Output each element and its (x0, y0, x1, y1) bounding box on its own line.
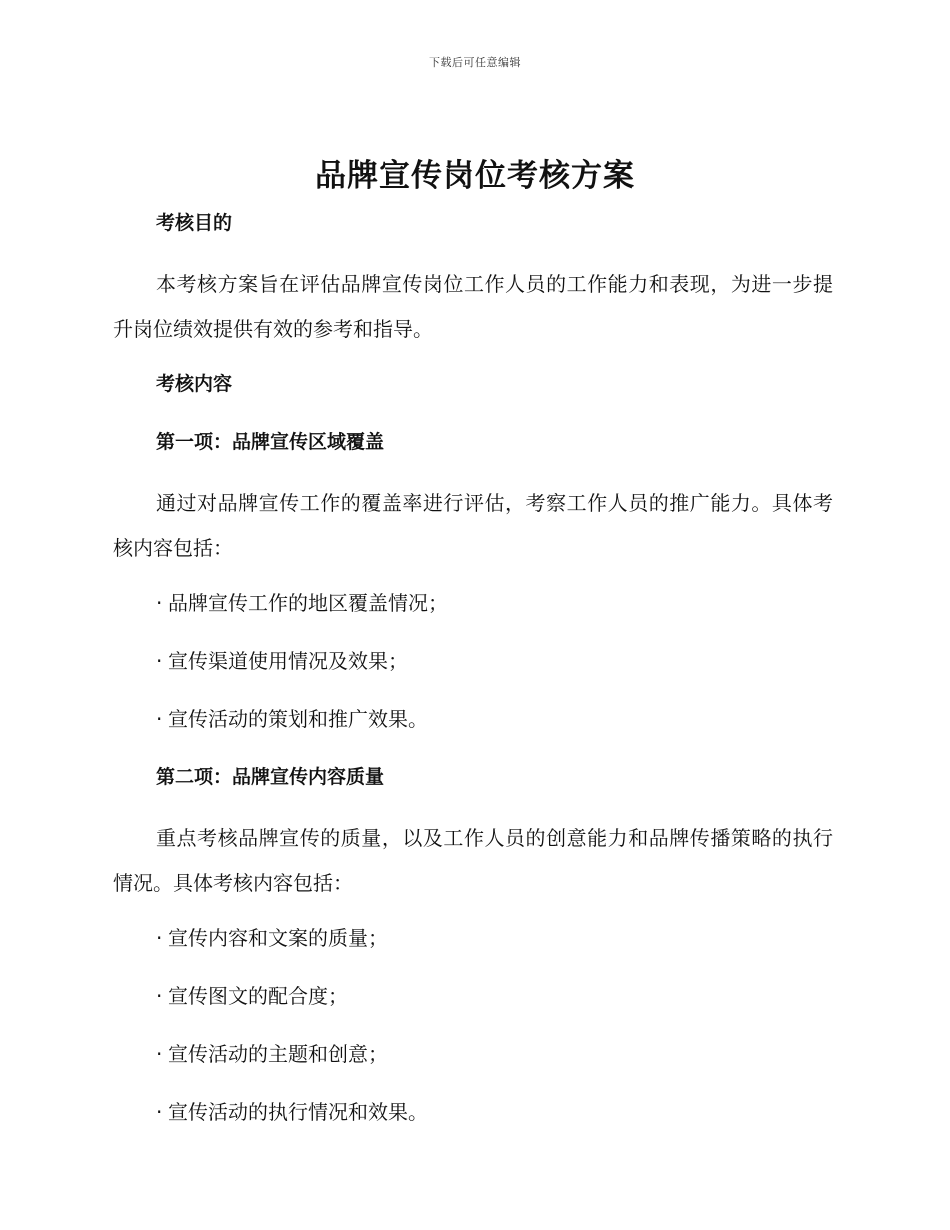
list-item (113, 919, 833, 957)
list-item (113, 1035, 833, 1073)
document-title: 品牌宣传岗位考核方案 (315, 158, 635, 194)
purpose-paragraph: 本考核方案旨在评估品牌宣传岗位工作人员的工作能力和表现，为进一步提升岗位绩效提供有效的参考和指导。 (113, 272, 833, 341)
list-item (113, 977, 833, 1015)
bullet-dot: · (156, 707, 163, 731)
section-heading-content: 考核内容 (156, 373, 233, 395)
bullet-dot: · (156, 649, 163, 673)
list-item (113, 584, 833, 622)
list-item-text: 宣传图文的配合度； (168, 984, 348, 1008)
item1-heading: 第一项：品牌宣传区域覆盖 (156, 431, 385, 453)
bullet-dot: · (156, 591, 163, 615)
document-body (113, 204, 833, 1151)
item2-paragraph: 重点考核品牌宣传的质量，以及工作人员的创意能力和品牌传播策略的执行情况。具体考核内容包括： (113, 826, 833, 895)
list-item-text: 品牌宣传工作的地区覆盖情况； (168, 591, 448, 615)
section-heading-purpose: 考核目的 (156, 212, 233, 234)
list-item-text: 宣传活动的执行情况和效果。 (168, 1100, 428, 1124)
page-header-note: 下载后可任意编辑 (429, 56, 521, 69)
bullet-dot: · (156, 1100, 163, 1124)
list-item-text: 宣传渠道使用情况及效果； (168, 649, 408, 673)
list-item (113, 700, 833, 738)
list-item-text: 宣传内容和文案的质量； (168, 926, 388, 950)
list-item-text: 宣传活动的策划和推广效果。 (168, 707, 428, 731)
item2-heading: 第二项：品牌宣传内容质量 (156, 766, 385, 788)
bullet-dot: · (156, 984, 163, 1008)
list-item (113, 1093, 833, 1131)
list-item-text: 宣传活动的主题和创意； (168, 1042, 388, 1066)
bullet-dot: · (156, 1042, 163, 1066)
bullet-dot: · (156, 926, 163, 950)
item1-paragraph: 通过对品牌宣传工作的覆盖率进行评估，考察工作人员的推广能力。具体考核内容包括： (113, 491, 833, 560)
list-item (113, 642, 833, 680)
